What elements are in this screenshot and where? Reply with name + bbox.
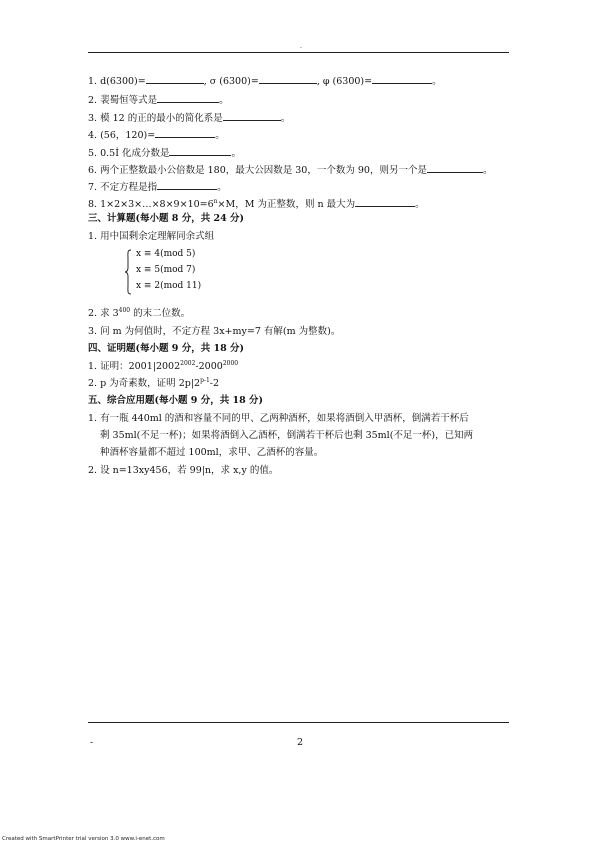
answer-blank [146, 74, 204, 84]
page-number: 2 [297, 737, 304, 748]
section-4-q2-text-b: -2 [209, 378, 220, 389]
answer-blank [155, 128, 215, 138]
fill-item-4-end: 。 [215, 130, 225, 141]
section-3-heading: 三、计算题(每小题 8 分，共 24 分) [88, 213, 245, 224]
section-4-q1-exponent-2: 2000 [222, 360, 239, 367]
footer-rule [88, 722, 509, 723]
answer-blank [169, 146, 231, 156]
section-4-q2 [88, 378, 219, 390]
fill-item-1-text-c: , φ (6300)= [316, 76, 373, 87]
section-5-q1-line-3: 种酒杯容量都不超过 100ml，求甲、乙酒杯的容量。 [100, 447, 324, 458]
section-3-q2 [88, 308, 190, 320]
fill-item-6-end: 。 [482, 165, 493, 176]
fill-item-7-end: 。 [217, 182, 227, 193]
answer-blank [157, 93, 219, 103]
fill-item-6 [88, 163, 492, 177]
section-4-heading: 四、证明题(每小题 9 分，共 18 分) [88, 343, 245, 354]
answer-blank [157, 180, 217, 190]
fill-item-5 [88, 146, 241, 160]
section-5-q1-line-1: 1. 有一瓶 440ml 的酒和容量不同的甲、乙两种酒杯，如果将酒倒入甲酒杯，倒满若干杯后 [88, 413, 469, 424]
fill-item-8-text-a: 8. 1×2×3×…×8×9×10=6 [88, 199, 214, 210]
footer-mark: - [90, 738, 94, 748]
fill-item-8-end: 。 [415, 199, 425, 210]
answer-blank [427, 163, 483, 173]
section-3-q2-text-b: 的末二位数。 [130, 308, 191, 319]
congruence-system [124, 249, 214, 297]
fill-item-6-text: 6. 两个正整数最小公倍数是 180，最大公因数是 30，一个数为 90，则另一个是 [88, 165, 427, 176]
congruence-2: x ≡ 5(mod 7) [136, 265, 196, 275]
fill-item-5-end: 。 [231, 148, 241, 159]
section-4-q1-text-b: -2000 [195, 361, 223, 372]
section-5-heading: 五、综合应用题(每小题 9 分，共 18 分) [88, 395, 264, 406]
section-4-q1 [88, 361, 238, 373]
header-mark: . [300, 43, 302, 50]
section-3-q2-text-a: 2. 求 3 [88, 308, 119, 319]
fill-item-4 [88, 128, 225, 142]
fill-item-3-end: 。 [280, 113, 291, 124]
section-4-q1-exponent-1: 2002 [180, 360, 196, 367]
section-3-q1: 1. 用中国剩余定理解同余式组 [88, 231, 215, 242]
fill-item-4-text: 4. (56，120)= [88, 130, 156, 141]
section-4-q2-text-a: 2. p 为奇素数，证明 2p|2 [88, 378, 201, 389]
fill-item-2-end: 。 [219, 95, 229, 106]
section-5-q1-line-2: 剩 35ml(不足一杯)；如果将酒倒入乙酒杯，倒满若干杯后也剩 35ml(不足一杯)，已知两 [100, 430, 474, 441]
fill-item-8-text-b: ×M，M 为正整数，则 n 最大为 [217, 199, 356, 210]
fill-item-1-text-a: 1. d(6300)= [88, 76, 146, 87]
printer-credit: Created with SmartPrinter trial version 3.0 www.i-enet.com [2, 836, 165, 842]
section-4-q1-text-a: 1. 证明：2001|2002 [88, 361, 181, 372]
congruence-1: x ≡ 4(mod 5) [136, 249, 196, 259]
header-rule [88, 52, 509, 53]
fill-item-5-text: 5. 0.5İ 化成分数是 [88, 148, 170, 159]
fill-item-1-text-b: , σ (6300)= [203, 76, 259, 87]
fill-item-1-end: 。 [432, 76, 442, 87]
section-4-q2-exponent: p-1 [200, 377, 210, 384]
fill-item-7 [88, 180, 227, 194]
fill-item-8-exponent: n [213, 198, 218, 205]
fill-item-2-text: 2. 裴蜀恒等式是 [88, 95, 158, 106]
fill-item-3-text: 3. 模 12 的正的最小的简化系是 [88, 113, 223, 124]
section-5-q2: 2. 设 n=13xy456，若 99|n，求 x,y 的值。 [88, 465, 279, 476]
fill-item-1 [88, 74, 442, 88]
section-3-q2-exponent: 400 [118, 307, 131, 314]
fill-item-2 [88, 93, 229, 107]
section-3-q3: 3. 问 m 为何值时，不定方程 3x+my=7 有解(m 为整数)。 [88, 326, 341, 337]
fill-item-3 [88, 111, 290, 125]
congruence-3: x ≡ 2(mod 11) [136, 281, 202, 291]
fill-item-8 [88, 197, 425, 211]
answer-blank [259, 74, 317, 84]
fill-item-7-text: 7. 不定方程是指 [88, 182, 158, 193]
answer-blank [223, 111, 281, 121]
answer-blank [355, 197, 415, 207]
answer-blank [372, 74, 432, 84]
left-brace-icon [124, 249, 132, 295]
